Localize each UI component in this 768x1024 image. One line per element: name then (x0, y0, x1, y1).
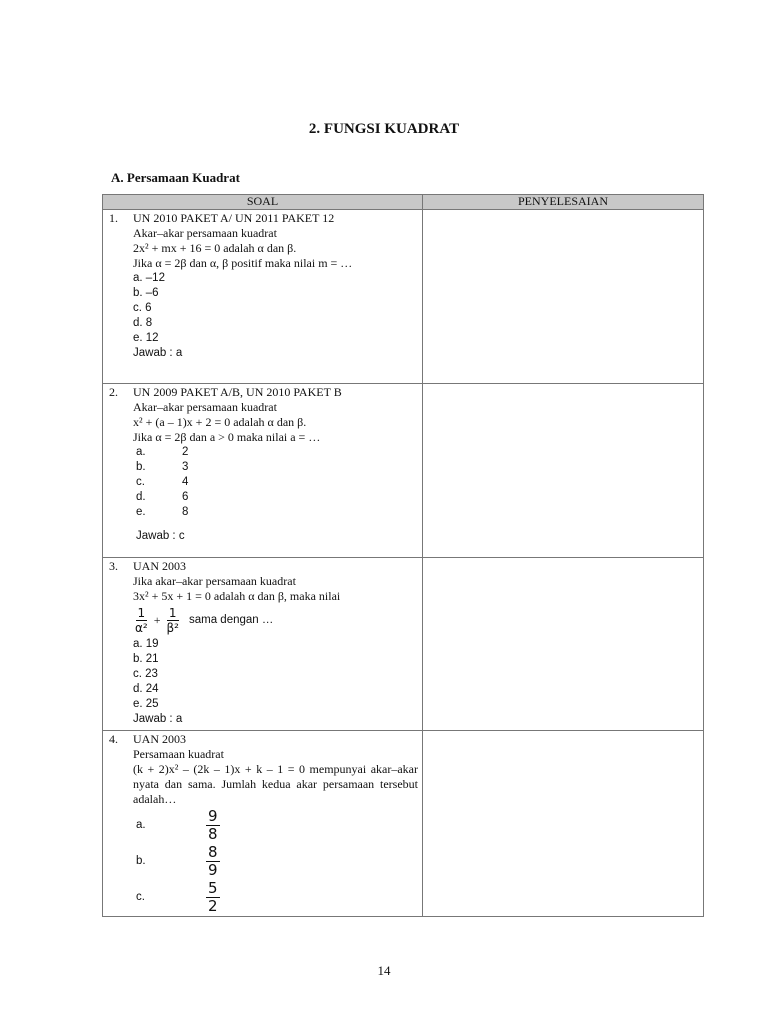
question-line: Jika α = 2β dan α, β positif maka nilai m = … (133, 256, 353, 270)
option-c: c. 23 (133, 668, 158, 680)
denominator: 2 (208, 896, 218, 915)
question-line: Akar–akar persamaan kuadrat (133, 400, 277, 414)
option-a (133, 807, 418, 843)
option-key: a. (136, 446, 146, 458)
option-e: e. 25 (133, 698, 159, 710)
numerator: 9 (208, 806, 218, 825)
question-line: Akar–akar persamaan kuadrat (133, 226, 277, 240)
numerator: 1 (168, 606, 177, 620)
numerator: 8 (208, 842, 218, 861)
question-line: 2x² + mx + 16 = 0 adalah α dan β. (133, 241, 297, 255)
option-e (133, 505, 418, 520)
chapter-title: 2. FUNGSI KUADRAT (308, 121, 460, 137)
option-value: 4 (182, 476, 189, 488)
solution-cell-1 (423, 210, 704, 384)
option-key: e. (136, 506, 146, 518)
option-d (133, 490, 418, 505)
option-fraction (206, 880, 220, 915)
header-penyelesaian: PENYELESAIAN (423, 195, 704, 210)
reciprocal-sum-expression (133, 606, 418, 635)
question-line: Jika α = 2β dan a > 0 maka nilai a = … (133, 430, 321, 444)
question-source: UN 2009 PAKET A/B, UN 2010 PAKET B (133, 385, 342, 399)
option-c: c. 6 (133, 302, 152, 314)
section-title: A. Persamaan Kuadrat (111, 170, 240, 185)
question-line: x² + (a – 1)x + 2 = 0 adalah α dan β. (133, 415, 307, 429)
denominator: 9 (208, 860, 218, 879)
denominator: 8 (208, 824, 218, 843)
question-line: 3x² + 5x + 1 = 0 adalah α dan β, maka nilai (133, 589, 341, 603)
option-key: c. (136, 476, 145, 488)
question-number: 1. (109, 211, 118, 225)
question-line: Jika akar–akar persamaan kuadrat (133, 574, 296, 588)
option-list (133, 271, 418, 361)
question-row-3 (103, 558, 704, 731)
plus-sign: + (153, 613, 161, 627)
numerator: 5 (208, 878, 218, 897)
page-number: 14 (377, 963, 391, 978)
question-cell-3 (103, 558, 423, 731)
answer-key: Jawab : a (133, 347, 183, 359)
question-number: 2. (109, 385, 118, 399)
numerator: 1 (137, 606, 146, 620)
fraction-term-alpha (135, 606, 148, 635)
question-cell-1 (103, 210, 423, 384)
question-source: UAN 2003 (133, 559, 186, 573)
question-row-1 (103, 210, 704, 384)
option-a: a. 19 (133, 638, 159, 650)
solution-cell-2 (423, 384, 704, 558)
option-key: a. (136, 818, 146, 831)
option-value: 8 (182, 506, 189, 518)
option-key: d. (136, 491, 146, 503)
option-list (133, 637, 418, 727)
option-b: b. –6 (133, 287, 159, 299)
option-e: e. 12 (133, 332, 159, 344)
option-a (133, 445, 418, 460)
option-key: b. (136, 461, 146, 473)
fraction-term-beta (167, 606, 179, 635)
question-row-4 (103, 731, 704, 917)
question-row-2 (103, 384, 704, 558)
option-c (133, 475, 418, 490)
solution-cell-3 (423, 558, 704, 731)
question-paragraph: (k + 2)x² – (2k – 1)x + k – 1 = 0 mempunyai akar–akar nyata dan sama. Jumlah kedua akar persamaan tersebut adalah… (133, 762, 418, 806)
question-cell-4 (103, 731, 423, 917)
question-number: 3. (109, 559, 118, 573)
question-source: UN 2010 PAKET A/ UN 2011 PAKET 12 (133, 211, 335, 225)
option-d: d. 8 (133, 317, 153, 329)
question-source: UAN 2003 (133, 732, 186, 746)
option-fraction (206, 808, 220, 843)
option-value: 2 (182, 446, 189, 458)
table-header-row (103, 195, 704, 210)
answer-key: Jawab : a (133, 713, 183, 725)
question-cell-2 (103, 384, 423, 558)
option-key: c. (136, 890, 145, 903)
expression-tail: sama dengan … (188, 614, 274, 626)
option-a: a. –12 (133, 272, 165, 284)
question-number: 4. (109, 732, 118, 746)
header-soal: SOAL (103, 195, 423, 210)
option-key: b. (136, 854, 146, 867)
answer-key: Jawab : c (136, 530, 185, 542)
option-fraction (206, 844, 220, 879)
denominator: β² (166, 621, 179, 635)
option-c (133, 879, 418, 915)
option-value: 6 (182, 491, 189, 503)
option-value: 3 (182, 461, 189, 473)
option-b: b. 21 (133, 653, 159, 665)
option-b (133, 843, 418, 879)
option-b (133, 460, 418, 475)
option-d: d. 24 (133, 683, 159, 695)
question-table (102, 194, 704, 917)
question-line: Persamaan kuadrat (133, 747, 224, 761)
solution-cell-4 (423, 731, 704, 917)
denominator: α² (135, 621, 148, 635)
